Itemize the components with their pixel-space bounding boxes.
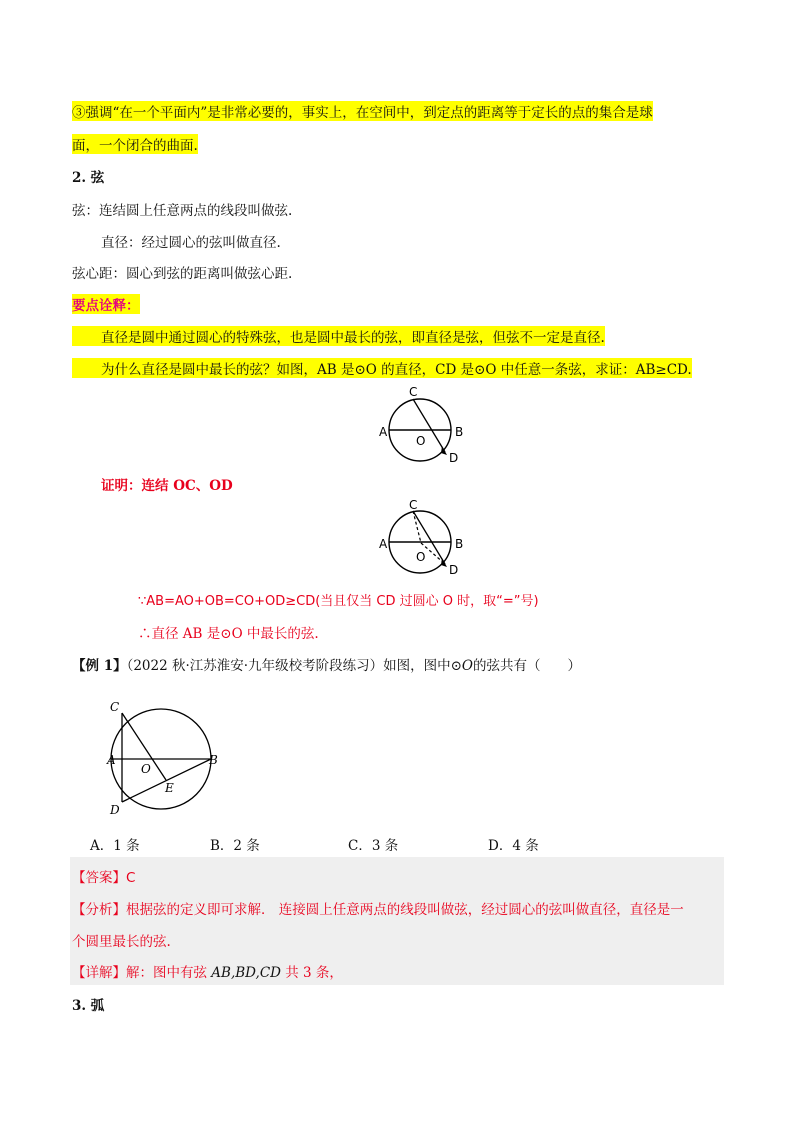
proof-intro: 证明：连结 OC、OD	[101, 478, 233, 494]
example1-question-tail: 的弦共有（ ）	[472, 658, 581, 674]
chord-definition: 弦：连结圆上任意两点的线段叫做弦.	[72, 203, 293, 219]
detail-prefix: 解：图中有弦	[126, 965, 212, 981]
key-points-label: 要点诠释：	[72, 294, 140, 314]
analysis-text-1: 根据弦的定义即可求解． 连接圆上任意两点的线段叫做弦，经过圆心的弦叫做直径，直径是一	[126, 902, 684, 918]
label-d: D	[110, 803, 120, 817]
option-d-letter: D．	[488, 838, 513, 854]
detail-tag: 【详解】	[72, 965, 126, 981]
option-a[interactable]	[90, 834, 140, 854]
analysis-line2: 个圆里最长的弦.	[72, 934, 171, 950]
circle-diagram-3	[108, 698, 228, 818]
option-b-text: 2 条	[233, 838, 260, 854]
chord-distance-definition: 弦心距：圆心到弦的距离叫做弦心距.	[72, 266, 293, 282]
detail-chords: AB,BD,CD	[211, 965, 281, 981]
segment-oc	[413, 511, 421, 543]
analysis-tag: 【分析】	[72, 902, 126, 918]
label-e: E	[165, 781, 174, 795]
key-points-line1: 直径是圆中通过圆心的特殊弦，也是圆中最长的弦，即直径是弦，但弦不一定是直径.	[72, 326, 605, 346]
analysis-line1	[72, 898, 684, 918]
answer-value: C	[126, 870, 136, 886]
answer-tag: 【答案】	[72, 870, 126, 886]
detail-suffix: 共 3 条，	[280, 965, 343, 981]
section2-heading: 2. 弦	[72, 170, 105, 186]
label-b: B	[455, 537, 464, 551]
label-c: C	[409, 498, 418, 512]
label-o: O	[416, 550, 426, 564]
detail-line	[72, 961, 343, 981]
circle-diagram-2	[375, 496, 475, 578]
key-points-line2: 为什么直径是圆中最长的弦？如图，AB 是⊙O 的直径，CD 是⊙O 中任意一条弦，求证：AB≥CD.	[72, 358, 692, 378]
example1-tag: 【例 1】	[72, 658, 127, 674]
label-c: C	[110, 700, 120, 714]
note3-line2: 面，一个闭合的曲面.	[72, 134, 198, 154]
label-b: B	[455, 425, 464, 439]
circle-letter: O	[461, 658, 473, 674]
label-b: B	[209, 753, 218, 767]
example1-source: （2022 秋·江苏淮安·九年级校考阶段练习）如图，图中	[126, 658, 451, 674]
diameter-definition: 直径：经过圆心的弦叫做直径.	[101, 235, 281, 251]
option-a-letter: A．	[90, 838, 114, 854]
option-d[interactable]	[488, 834, 539, 854]
option-c[interactable]	[348, 834, 398, 854]
label-a: A	[379, 537, 388, 551]
label-d: D	[449, 451, 459, 465]
label-c: C	[409, 385, 418, 399]
label-a: A	[379, 425, 388, 439]
circle-symbol: ⊙	[450, 658, 462, 674]
option-b[interactable]	[210, 834, 260, 854]
label-o: O	[416, 434, 426, 448]
option-d-text: 4 条	[512, 838, 539, 854]
label-d: D	[449, 563, 459, 577]
option-a-text: 1 条	[113, 838, 140, 854]
circle-diagram-1	[375, 382, 475, 464]
answer-line	[72, 866, 135, 886]
proof-step2: ∴直径 AB 是⊙O 中最长的弦.	[138, 626, 319, 642]
label-a: A	[107, 753, 116, 767]
example1-question	[72, 654, 581, 674]
note3-line1: ③强调“在一个平面内”是非常必要的，事实上，在空间中，到定点的距离等于定长的点的集合是球	[72, 101, 653, 121]
section3-heading: 3. 弧	[72, 998, 105, 1014]
option-b-letter: B．	[210, 838, 234, 854]
option-c-letter: C．	[348, 838, 372, 854]
proof-step1: ∵AB=AO+OB=CO+OD≥CD(当且仅当 CD 过圆心 O 时，取“=”号)	[138, 594, 539, 609]
option-c-text: 3 条	[371, 838, 399, 854]
label-o: O	[141, 762, 151, 776]
